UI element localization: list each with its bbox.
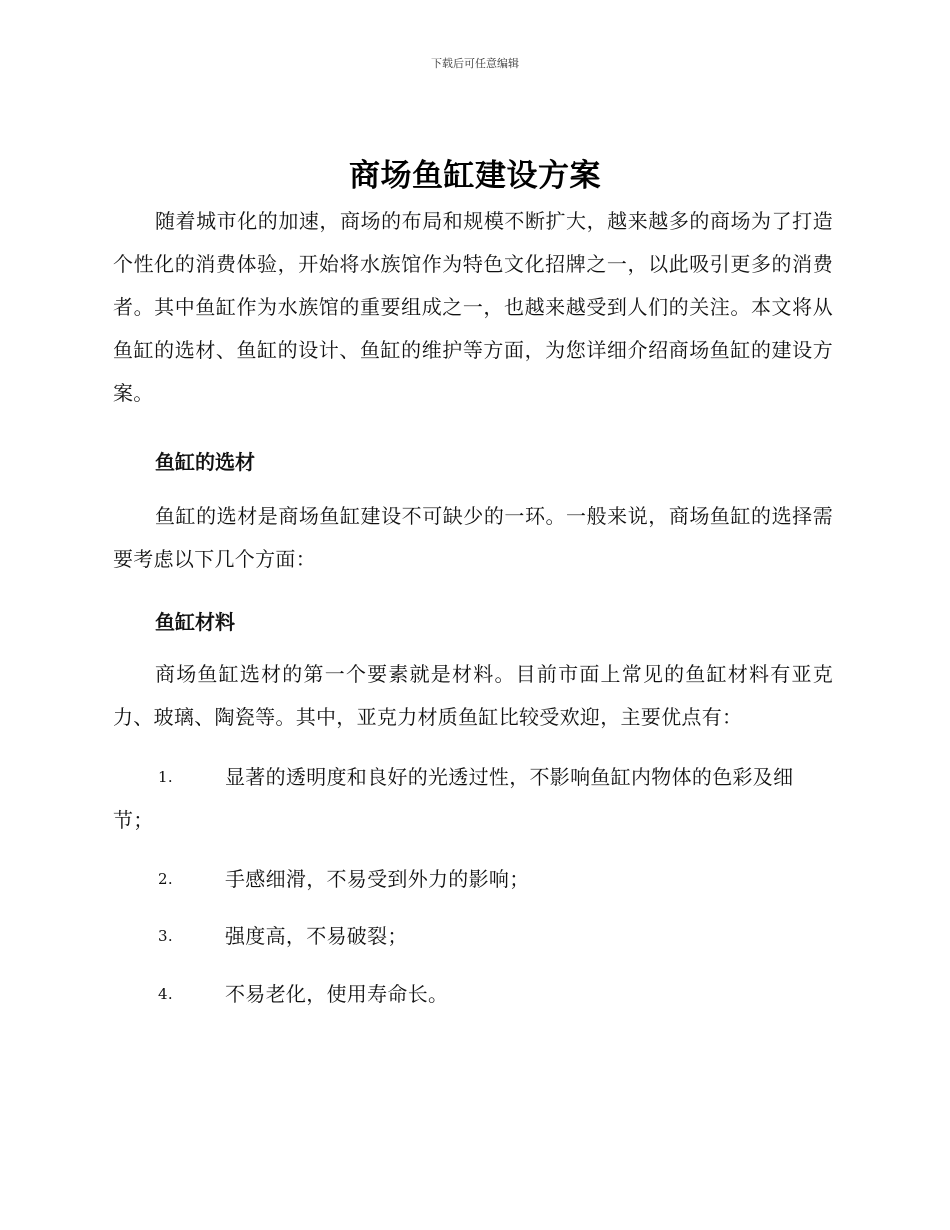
list-item-text: 手感细滑，不易受到外力的影响；	[225, 867, 530, 891]
header-note: 下载后可任意编辑	[431, 57, 519, 70]
section-heading-selection: 鱼缸的选材	[155, 450, 255, 474]
list-item-text: 不易老化，使用寿命长。	[225, 982, 449, 1006]
list-number: 4.	[158, 985, 173, 1003]
list-number: 3.	[158, 927, 173, 945]
list-item	[113, 973, 833, 1016]
list-item	[113, 915, 833, 958]
section-heading-material: 鱼缸材料	[155, 610, 235, 634]
material-paragraph: 商场鱼缸选材的第一个要素就是材料。目前市面上常见的鱼缸材料有亚克力、玻璃、陶瓷等。其中，亚克力材质鱼缸比较受欢迎，主要优点有：	[113, 662, 833, 729]
intro-paragraph: 随着城市化的加速，商场的布局和规模不断扩大，越来越多的商场为了打造个性化的消费体验，开始将水族馆作为特色文化招牌之一，以此吸引更多的消费者。其中鱼缸作为水族馆的重要组成之一，也越来越受到人们的关注。本文将从鱼缸的选材、鱼缸的设计、鱼缸的维护等方面，为您详细介绍商场鱼缸的建设方案。	[113, 209, 833, 405]
selection-paragraph: 鱼缸的选材是商场鱼缸建设不可缺少的一环。一般来说，商场鱼缸的选择需要考虑以下几个方面：	[113, 504, 833, 571]
document-title: 商场鱼缸建设方案	[349, 158, 601, 194]
list-item-text-continued: 节；	[113, 808, 154, 832]
list-item-text: 显著的透明度和良好的光透过性，不影响鱼缸内物体的色彩及细	[225, 765, 794, 789]
list-item	[113, 756, 833, 842]
list-item-text: 强度高，不易破裂；	[225, 924, 408, 948]
list-number: 2.	[158, 870, 173, 888]
list-number: 1.	[158, 768, 173, 786]
list-item	[113, 858, 833, 901]
